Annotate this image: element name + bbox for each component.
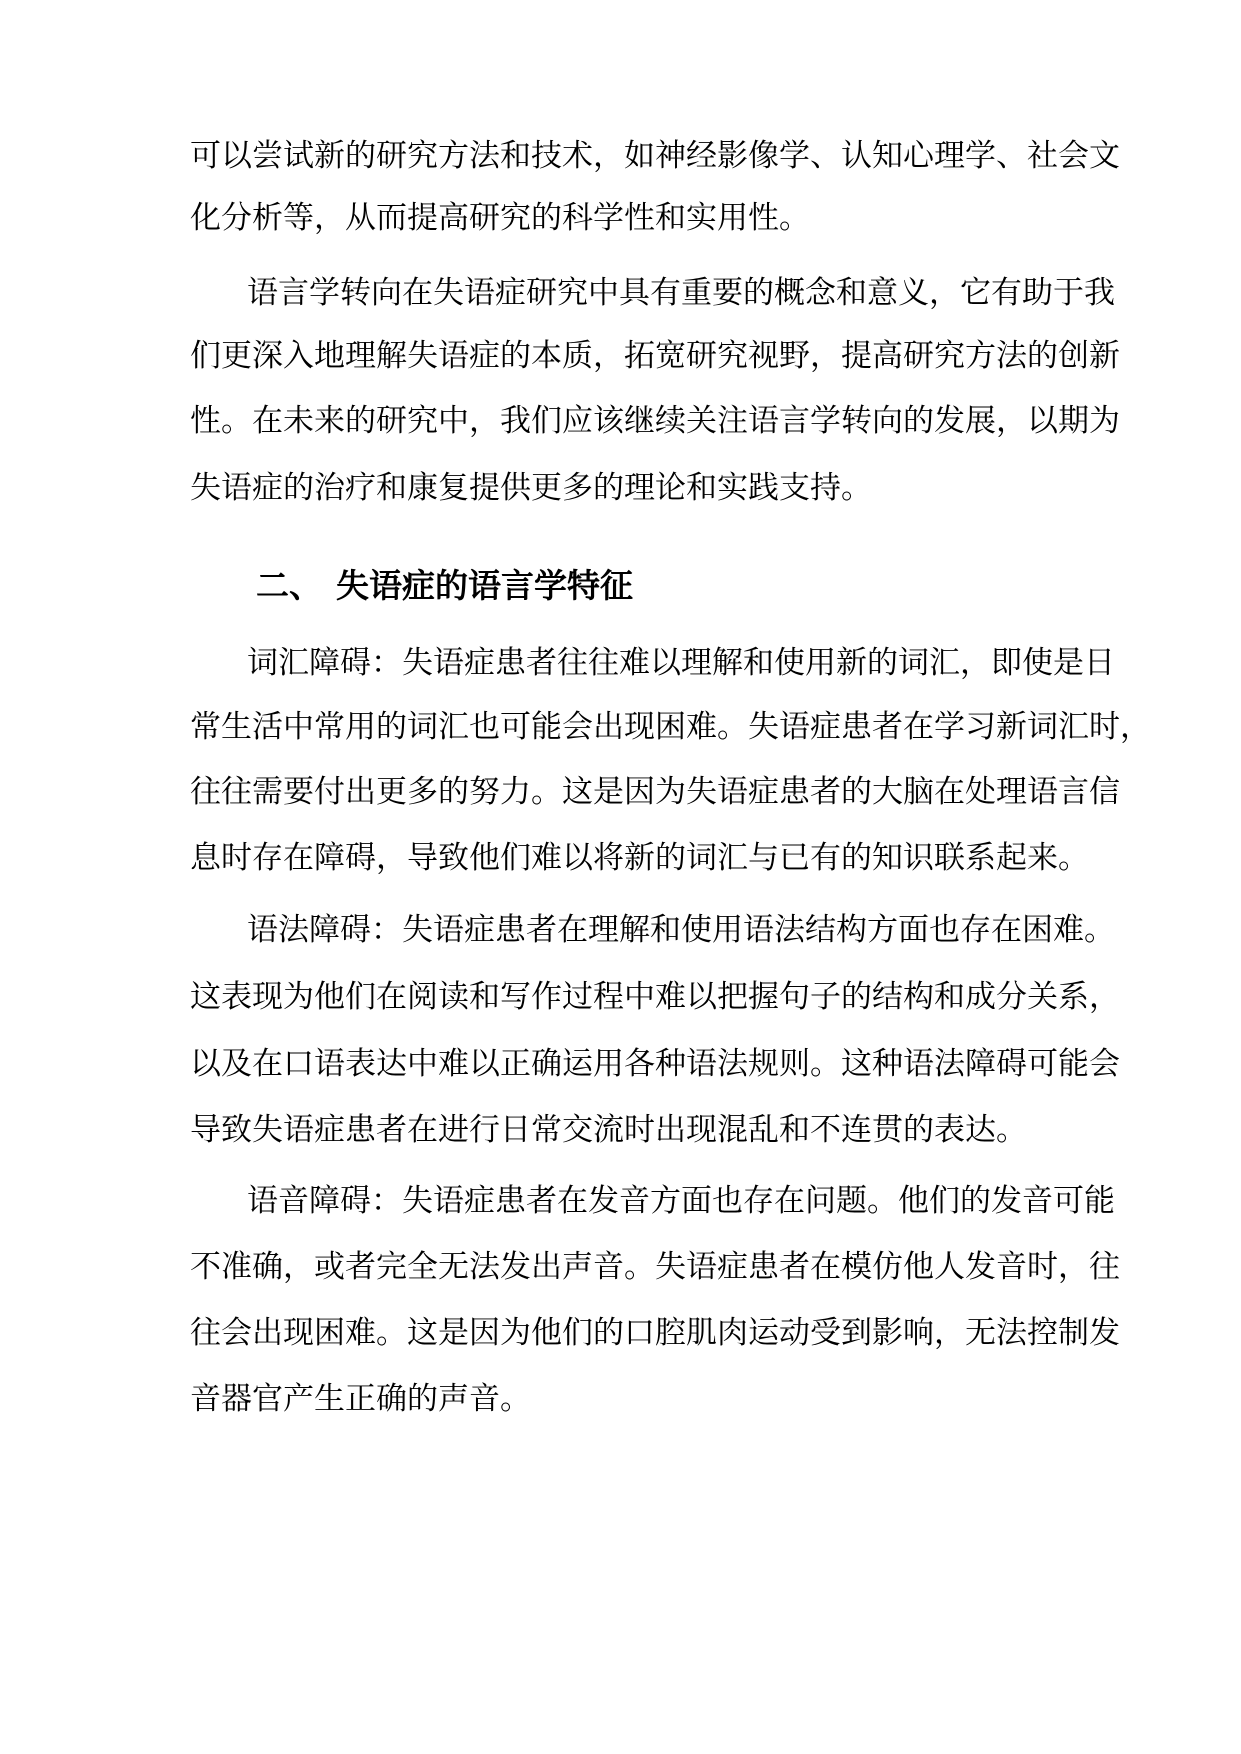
paragraph-5-line-3: 往会出现困难。这是因为他们的口腔肌肉运动受到影响，无法控制发 bbox=[190, 1315, 1120, 1351]
paragraph-2-line-3: 性。在未来的研究中，我们应该继续关注语言学转向的发展，以期为 bbox=[190, 403, 1120, 439]
paragraph-4-line-1: 语法障碍：失语症患者在理解和使用语法结构方面也存在困难。 bbox=[247, 912, 1115, 948]
section-title: 失语症的语言学特征 bbox=[336, 566, 633, 605]
paragraph-5-line-1: 语音障碍：失语症患者在发音方面也存在问题。他们的发音可能 bbox=[247, 1183, 1115, 1219]
paragraph-2-line-4: 失语症的治疗和康复提供更多的理论和实践支持。 bbox=[190, 470, 872, 506]
paragraph-4-line-3: 以及在口语表达中难以正确运用各种语法规则。这种语法障碍可能会 bbox=[190, 1046, 1120, 1082]
paragraph-5-line-2: 不准确，或者完全无法发出声音。失语症患者在模仿他人发音时，往 bbox=[190, 1249, 1120, 1285]
paragraph-1-line-2: 化分析等，从而提高研究的科学性和实用性。 bbox=[190, 200, 810, 236]
paragraph-3-line-4: 息时存在障碍，导致他们难以将新的词汇与已有的知识联系起来。 bbox=[190, 840, 1089, 876]
paragraph-2-line-1: 语言学转向在失语症研究中具有重要的概念和意义，它有助于我 bbox=[247, 275, 1115, 311]
paragraph-1-line-1: 可以尝试新的研究方法和技术，如神经影像学、认知心理学、社会文 bbox=[190, 138, 1120, 174]
paragraph-4-line-2: 这表现为他们在阅读和写作过程中难以把握句子的结构和成分关系， bbox=[190, 979, 1120, 1015]
paragraph-5-line-4: 音器官产生正确的声音。 bbox=[190, 1381, 531, 1417]
paragraph-3-line-1: 词汇障碍：失语症患者往往难以理解和使用新的词汇，即使是日 bbox=[247, 645, 1115, 681]
paragraph-4-line-4: 导致失语症患者在进行日常交流时出现混乱和不连贯的表达。 bbox=[190, 1112, 1027, 1148]
paragraph-3-line-3: 往往需要付出更多的努力。这是因为失语症患者的大脑在处理语言信 bbox=[190, 774, 1120, 810]
paragraph-3-line-2: 常生活中常用的词汇也可能会出现困难。失语症患者在学习新词汇时， bbox=[190, 709, 1151, 745]
section-heading bbox=[256, 566, 633, 606]
section-number: 二、 bbox=[256, 566, 322, 605]
paragraph-2-line-2: 们更深入地理解失语症的本质，拓宽研究视野，提高研究方法的创新 bbox=[190, 338, 1120, 374]
